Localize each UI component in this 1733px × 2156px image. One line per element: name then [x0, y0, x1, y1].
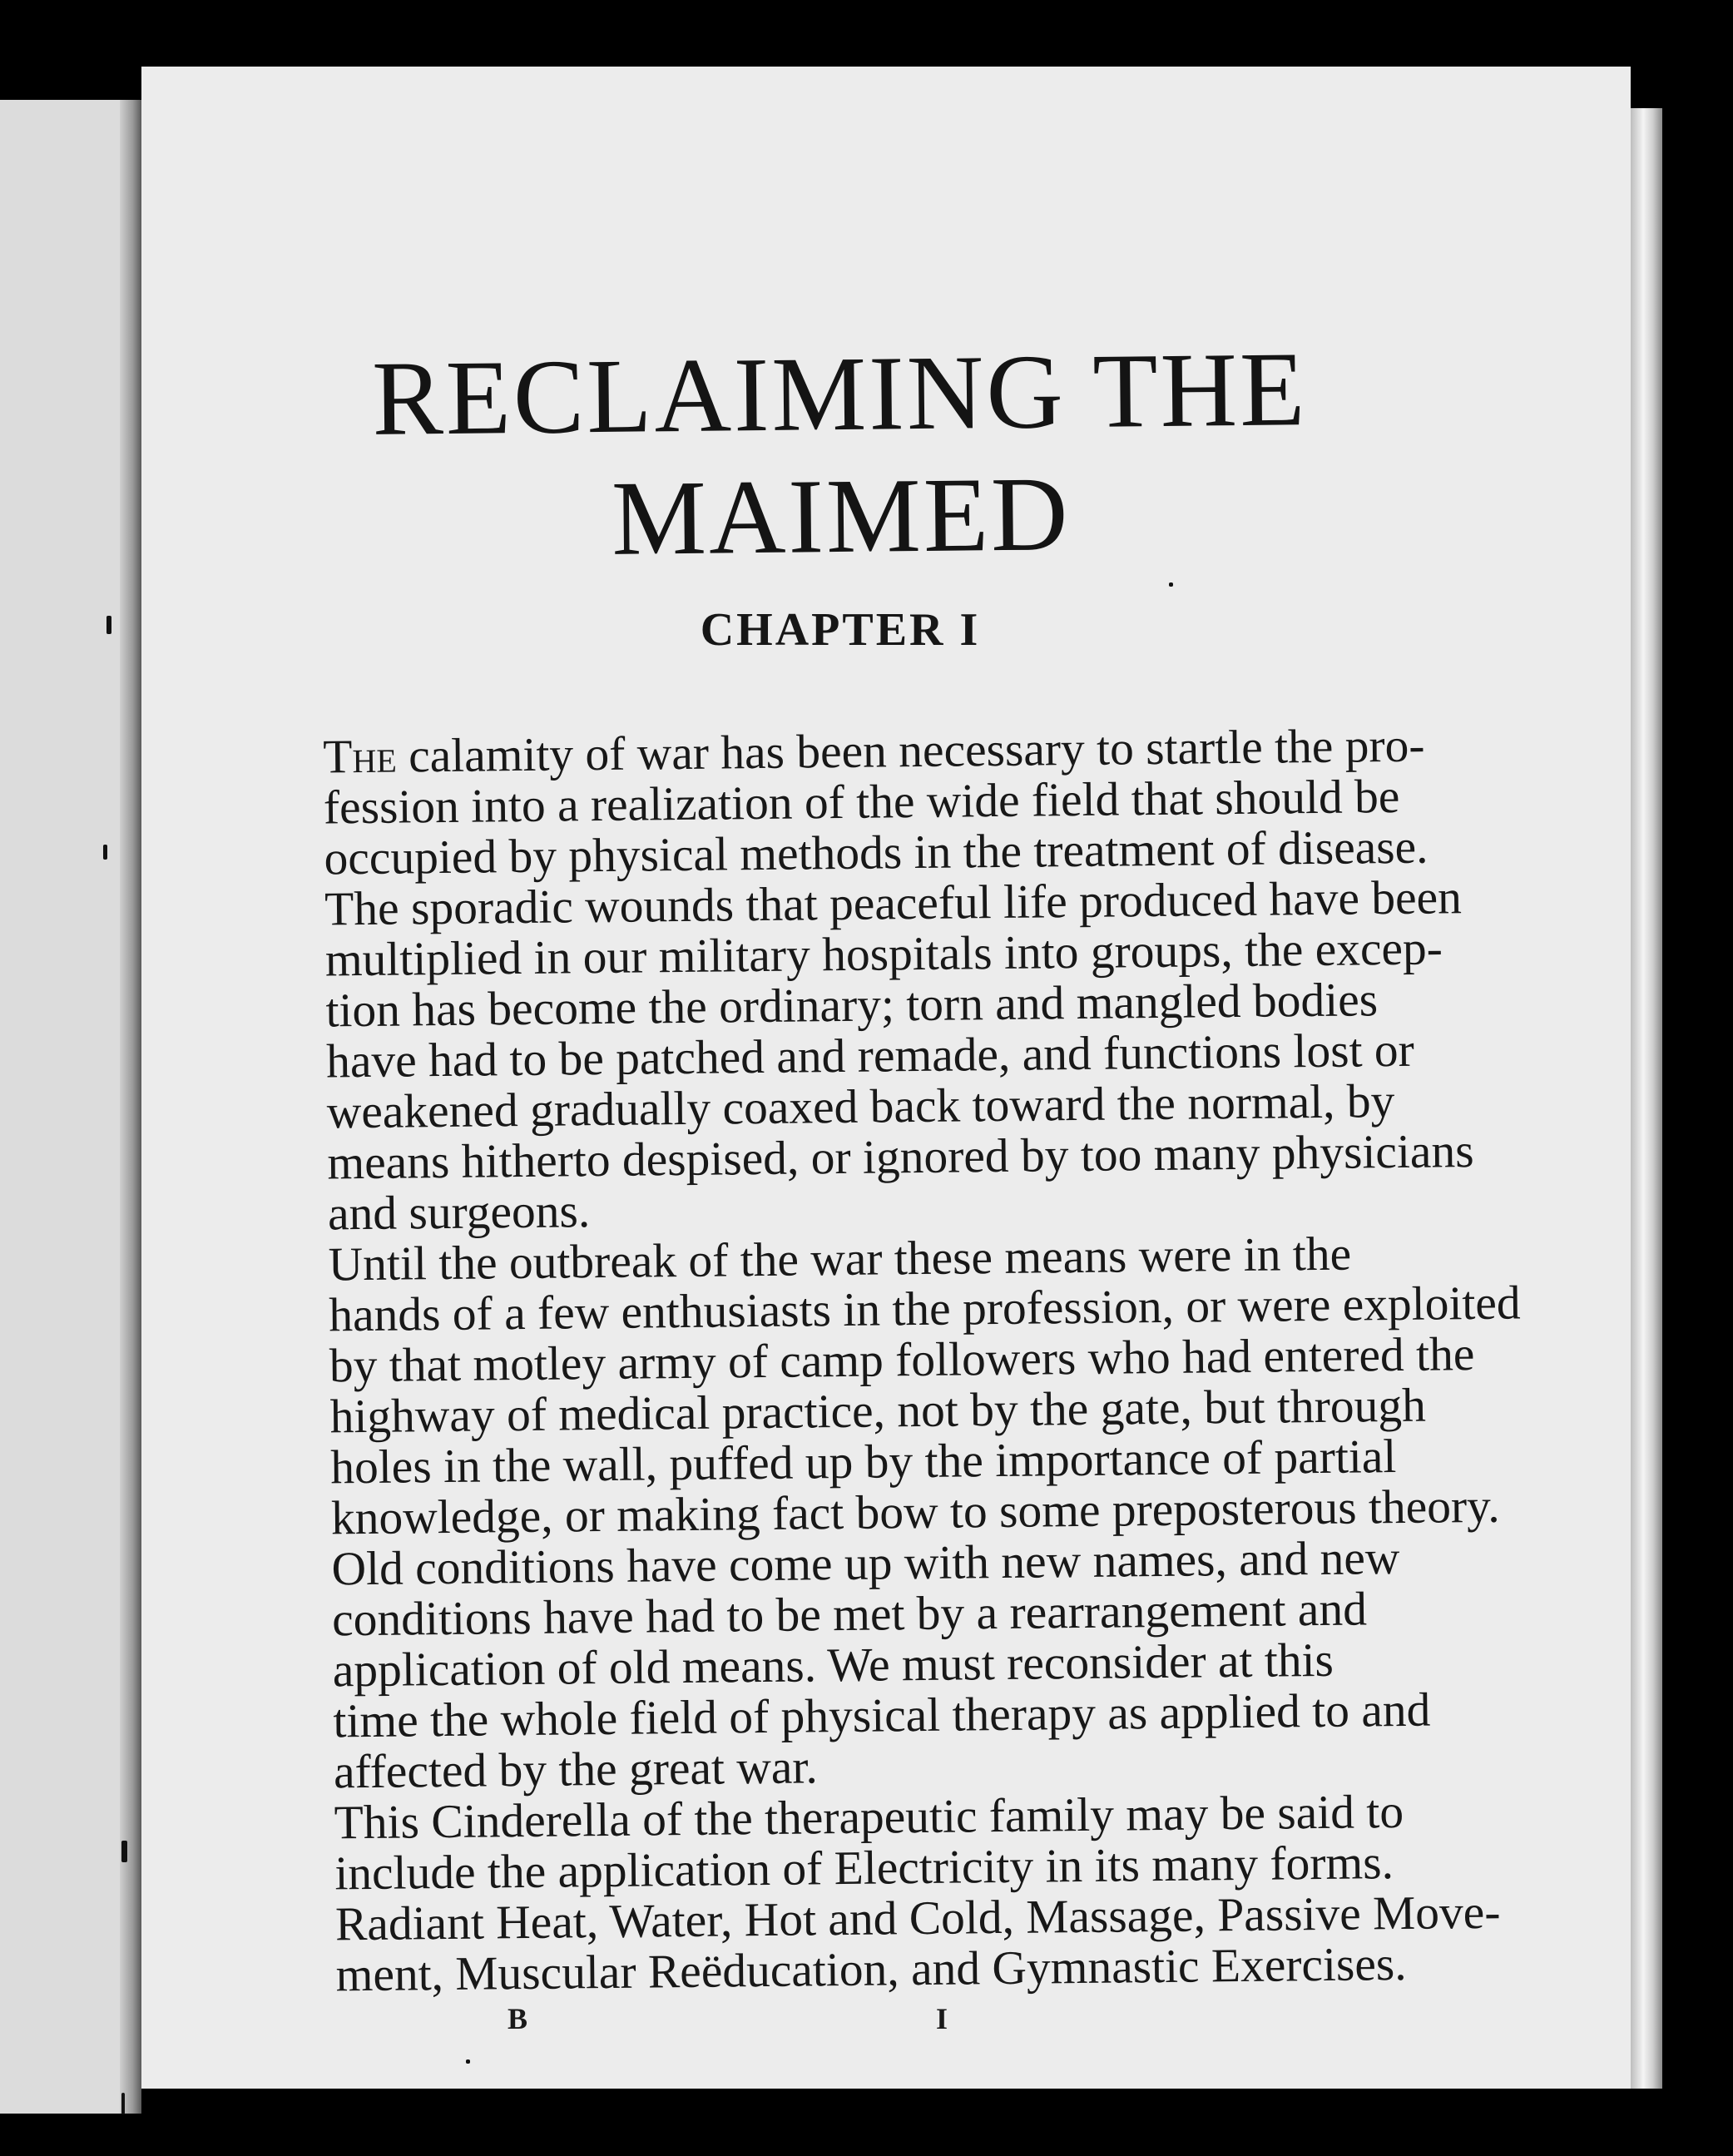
lead-word: The	[322, 730, 398, 784]
text-line: application of old means. We must reconsider at this	[332, 1633, 1334, 1698]
text-line: and surgeons.	[327, 1185, 591, 1241]
left-page-edge	[0, 100, 141, 2114]
text-line-rest: calamity of war has been necessary to startle the pro-	[396, 719, 1425, 783]
paragraph-3	[290, 1531, 1590, 1798]
text-line: ment, Muscular Reëducation, and Gymnastic Exercises.	[335, 1937, 1407, 2002]
text-line: Old conditions have come up with new names, and new	[331, 1531, 1400, 1596]
text-line: knowledge, or making fact bow to some preposterous theory.	[330, 1479, 1500, 1545]
paragraph-1	[281, 719, 1584, 1240]
text-line: This Cinderella of the therapeutic family may be said to	[334, 1785, 1404, 1850]
text-line: fession into a realization of the wide field that should be	[323, 770, 1400, 835]
chapter-body	[281, 719, 1592, 2001]
page-number: I	[936, 2002, 948, 2035]
book-spine-shadow	[120, 100, 141, 2114]
chapter-heading: CHAPTER I	[700, 604, 981, 656]
text-line: time the whole field of physical therapy as applied to and	[333, 1683, 1431, 1748]
text-line: by that motley army of camp followers who had entered the	[329, 1328, 1475, 1393]
text-line: have had to be patched and remade, and functions lost or	[325, 1023, 1415, 1088]
text-line: occupied by physical methods in the treatment of disease.	[324, 820, 1428, 885]
paragraph-4	[292, 1785, 1592, 2001]
page-stack-edge	[1631, 108, 1662, 2089]
book-title: RECLAIMING THE MAIMED	[371, 330, 1308, 577]
text-line: affected by the great war.	[333, 1741, 819, 1799]
text-line: include the application of Electricity in its many forms.	[334, 1836, 1394, 1901]
text-line: means hitherto despised, or ignored by too many physicians	[327, 1125, 1474, 1190]
scan-speck	[103, 845, 107, 860]
scan-speck	[121, 2093, 125, 2114]
scan-speck	[1169, 582, 1173, 587]
signature-mark: B	[508, 2002, 528, 2035]
text-line: hands of a few enthusiasts in the profession, or were exploited	[329, 1276, 1521, 1342]
text-line: conditions have had to be met by a rearrangement and	[331, 1583, 1368, 1647]
text-line: tion has become the ordinary; torn and mangled bodies	[325, 974, 1379, 1038]
text-line: weakened gradually coaxed back toward the normal, by	[326, 1075, 1395, 1139]
text-line: The sporadic wounds that peaceful life produced have been	[324, 871, 1463, 936]
scan-speck	[106, 616, 111, 634]
paragraph-2	[286, 1227, 1587, 1544]
text-line: multiplied in our military hospitals into groups, the excep-	[324, 922, 1443, 987]
text-line: Until the outbreak of the war these means were in the	[328, 1227, 1352, 1291]
text-line: holes in the wall, puffed up by the importance of partial	[329, 1430, 1397, 1494]
text-line: Radiant Heat, Water, Hot and Cold, Massage, Passive Move-	[334, 1886, 1501, 1951]
scan-speck	[121, 1841, 127, 1862]
text-line: highway of medical practice, not by the gate, but through	[329, 1379, 1427, 1444]
scan-speck	[466, 2059, 470, 2064]
